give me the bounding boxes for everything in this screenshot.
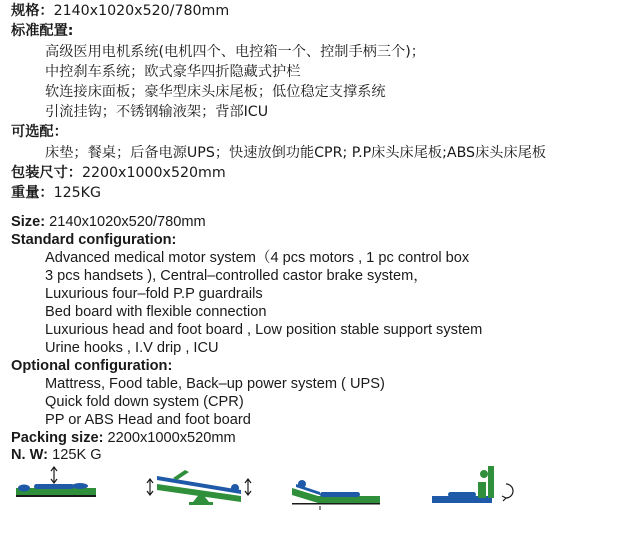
bed-tilt-icon [145, 462, 255, 510]
en-standard-item: Advanced medical motor system（4 pcs motors , 1 pc control box [45, 250, 470, 266]
cn-weight-line [11, 184, 101, 202]
cn-size-label: 规格： [11, 3, 54, 19]
en-size-value: 2140x1020x520/780mm [49, 214, 206, 230]
cn-optional-heading: 可选配： [11, 124, 68, 140]
cn-standard-item: 中控刹车系统；欧式豪华四折隐藏式护栏 [45, 64, 301, 80]
en-optional-item: Quick fold down system (CPR) [45, 394, 244, 410]
cn-standard-item: 高级医用电机系统(电机四个、电控箱一个、控制手柄三个)； [45, 44, 425, 60]
cn-weight-value: 125KG [53, 185, 101, 201]
en-weight-label: N. W: [11, 447, 49, 463]
cn-standard-heading: 标准配置: [11, 23, 74, 39]
function-icons [0, 462, 635, 512]
en-weight-value: 125K G [52, 447, 102, 463]
cn-weight-label: 重量： [11, 185, 54, 201]
cn-optional-item: 床垫；餐桌；后备电源UPS；快速放倒功能CPR; P.P床头床尾板;ABS床头床尾板 [45, 145, 547, 161]
en-packing-label: Packing size: [11, 430, 104, 446]
en-optional-heading: Optional configuration: [11, 358, 173, 374]
en-standard-item: Bed board with flexible connection [45, 304, 267, 320]
en-packing-value: 2200x1000x520mm [107, 430, 236, 446]
en-standard-item: 3 pcs handsets ), Central–controlled castor brake system， [45, 268, 428, 284]
cn-standard-item: 引流挂钩；不锈钢输液架；背部ICU [45, 104, 269, 120]
en-standard-item: Urine hooks , I.V drip , ICU [45, 340, 219, 356]
cn-packing-label: 包装尺寸： [11, 165, 82, 181]
bed-sitting-position-icon [430, 462, 525, 510]
bed-height-adjust-icon [14, 462, 104, 510]
en-optional-item: Mattress, Food table, Back–up power system ( UPS) [45, 376, 385, 392]
en-size-label: Size: [11, 214, 46, 230]
cn-packing-line [11, 164, 226, 182]
en-size-line [11, 213, 206, 231]
cn-packing-value: 2200x1000x520mm [81, 165, 226, 181]
en-packing-line [11, 429, 236, 447]
en-standard-item: Luxurious four–fold P.P guardrails [45, 286, 263, 302]
en-optional-item: PP or ABS Head and foot board [45, 412, 251, 428]
en-standard-heading: Standard configuration: [11, 232, 177, 248]
en-standard-item: Luxurious head and foot board , Low position stable support system [45, 322, 483, 338]
cn-size-value: 2140x1020x520/780mm [53, 3, 230, 19]
cn-size-line [11, 2, 229, 20]
bed-back-raise-icon [290, 462, 385, 510]
cn-standard-item: 软连接床面板；豪华型床头床尾板；低位稳定支撑系统 [45, 84, 386, 100]
